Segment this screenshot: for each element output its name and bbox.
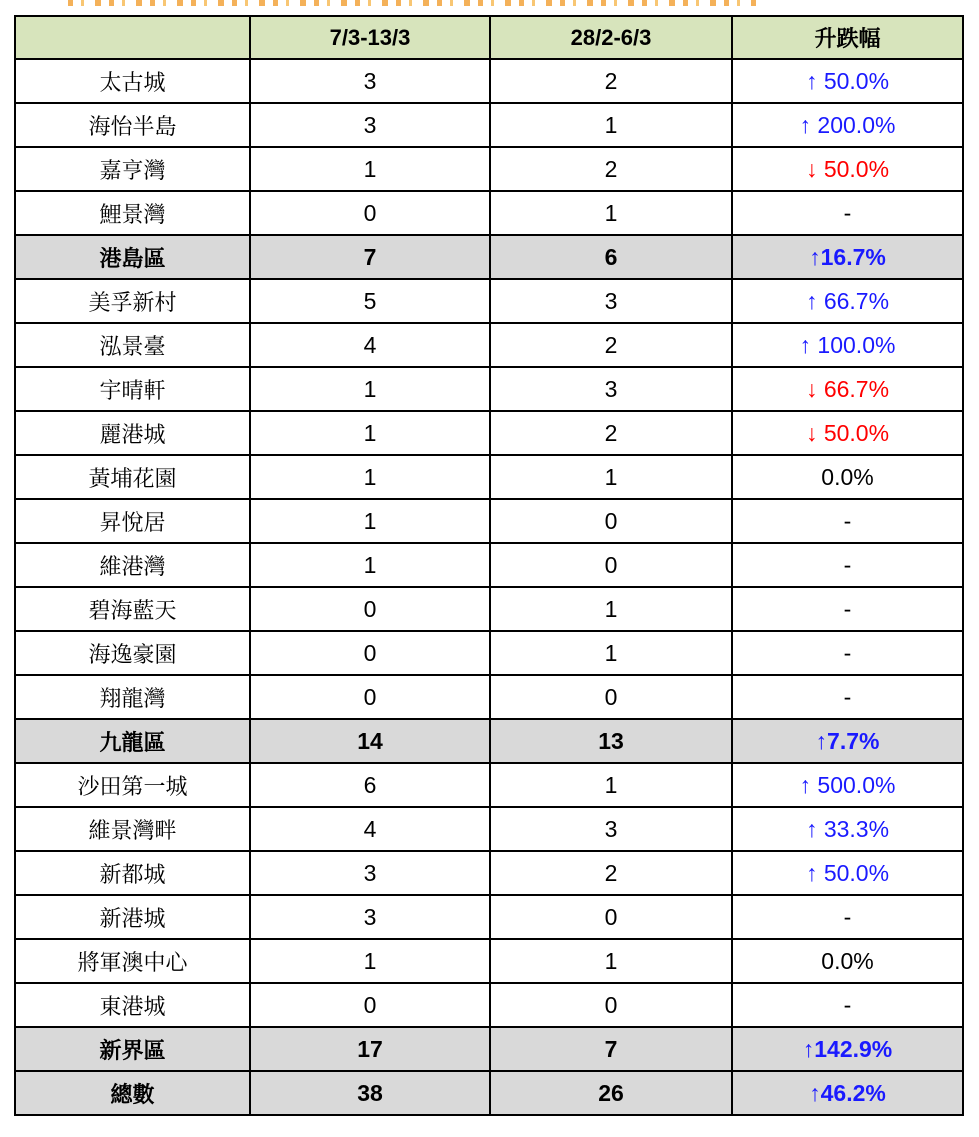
- previous-week-cell: 0: [490, 499, 732, 543]
- estate-row: [15, 191, 963, 235]
- current-week-cell: 3: [250, 895, 490, 939]
- change-cell: ↑ 500.0%: [732, 763, 963, 807]
- current-week-cell: 1: [250, 543, 490, 587]
- estate-row: [15, 103, 963, 147]
- previous-week-cell: 2: [490, 323, 732, 367]
- estate-name-cell: 沙田第一城: [15, 763, 250, 807]
- estate-name-cell: 總數: [15, 1071, 250, 1115]
- current-week-cell: 3: [250, 59, 490, 103]
- estate-name-cell: 碧海藍天: [15, 587, 250, 631]
- current-week-cell: 38: [250, 1071, 490, 1115]
- change-cell: ↑46.2%: [732, 1071, 963, 1115]
- header-change: 升跌幅: [732, 16, 963, 59]
- change-cell: ↓ 50.0%: [732, 147, 963, 191]
- header-previous-week: 28/2-6/3: [490, 16, 732, 59]
- estate-name-cell: 將軍澳中心: [15, 939, 250, 983]
- change-cell: ↑7.7%: [732, 719, 963, 763]
- estate-name-cell: 黃埔花園: [15, 455, 250, 499]
- estate-row: [15, 59, 963, 103]
- estate-row: [15, 455, 963, 499]
- estate-row: [15, 323, 963, 367]
- estate-name-cell: 維港灣: [15, 543, 250, 587]
- change-cell: -: [732, 631, 963, 675]
- previous-week-cell: 1: [490, 631, 732, 675]
- previous-week-cell: 1: [490, 587, 732, 631]
- current-week-cell: 1: [250, 411, 490, 455]
- estate-name-cell: 港島區: [15, 235, 250, 279]
- current-week-cell: 7: [250, 235, 490, 279]
- change-cell: -: [732, 499, 963, 543]
- estate-name-cell: 麗港城: [15, 411, 250, 455]
- estate-row: [15, 939, 963, 983]
- previous-week-cell: 1: [490, 939, 732, 983]
- change-cell: 0.0%: [732, 939, 963, 983]
- estate-name-cell: 鯉景灣: [15, 191, 250, 235]
- current-week-cell: 14: [250, 719, 490, 763]
- previous-week-cell: 1: [490, 103, 732, 147]
- current-week-cell: 5: [250, 279, 490, 323]
- estate-row: [15, 543, 963, 587]
- estate-name-cell: 海逸豪園: [15, 631, 250, 675]
- estate-name-cell: 宇晴軒: [15, 367, 250, 411]
- change-cell: ↓ 66.7%: [732, 367, 963, 411]
- estate-row: [15, 499, 963, 543]
- estate-row: [15, 763, 963, 807]
- section-summary-row: [15, 719, 963, 763]
- previous-week-cell: 26: [490, 1071, 732, 1115]
- change-cell: ↑ 200.0%: [732, 103, 963, 147]
- change-cell: -: [732, 543, 963, 587]
- change-cell: ↑ 50.0%: [732, 851, 963, 895]
- estate-name-cell: 九龍區: [15, 719, 250, 763]
- estate-row: [15, 675, 963, 719]
- previous-week-cell: 3: [490, 367, 732, 411]
- grand-total-row: [15, 1071, 963, 1115]
- cropped-title-fragment: [68, 0, 756, 6]
- estate-name-cell: 昇悅居: [15, 499, 250, 543]
- previous-week-cell: 0: [490, 895, 732, 939]
- previous-week-cell: 3: [490, 807, 732, 851]
- current-week-cell: 0: [250, 675, 490, 719]
- section-summary-row: [15, 235, 963, 279]
- change-cell: -: [732, 675, 963, 719]
- previous-week-cell: 0: [490, 675, 732, 719]
- estate-row: [15, 851, 963, 895]
- change-cell: -: [732, 895, 963, 939]
- previous-week-cell: 2: [490, 851, 732, 895]
- current-week-cell: 1: [250, 499, 490, 543]
- previous-week-cell: 1: [490, 455, 732, 499]
- estate-row: [15, 367, 963, 411]
- previous-week-cell: 1: [490, 191, 732, 235]
- previous-week-cell: 6: [490, 235, 732, 279]
- estate-row: [15, 411, 963, 455]
- change-cell: 0.0%: [732, 455, 963, 499]
- estate-name-cell: 太古城: [15, 59, 250, 103]
- change-cell: ↑ 100.0%: [732, 323, 963, 367]
- estate-name-cell: 泓景臺: [15, 323, 250, 367]
- estate-name-cell: 維景灣畔: [15, 807, 250, 851]
- current-week-cell: 6: [250, 763, 490, 807]
- estate-name-cell: 新界區: [15, 1027, 250, 1071]
- estate-row: [15, 631, 963, 675]
- current-week-cell: 1: [250, 147, 490, 191]
- estate-name-cell: 新港城: [15, 895, 250, 939]
- change-cell: -: [732, 587, 963, 631]
- estate-name-cell: 翔龍灣: [15, 675, 250, 719]
- previous-week-cell: 2: [490, 147, 732, 191]
- change-cell: ↑16.7%: [732, 235, 963, 279]
- current-week-cell: 0: [250, 631, 490, 675]
- header-estate-blank: [15, 16, 250, 59]
- change-cell: ↓ 50.0%: [732, 411, 963, 455]
- previous-week-cell: 7: [490, 1027, 732, 1071]
- current-week-cell: 1: [250, 455, 490, 499]
- change-cell: -: [732, 983, 963, 1027]
- estate-row: [15, 147, 963, 191]
- previous-week-cell: 0: [490, 983, 732, 1027]
- change-cell: ↑ 66.7%: [732, 279, 963, 323]
- estate-name-cell: 嘉亨灣: [15, 147, 250, 191]
- change-cell: ↑ 33.3%: [732, 807, 963, 851]
- section-summary-row: [15, 1027, 963, 1071]
- change-cell: -: [732, 191, 963, 235]
- change-cell: ↑142.9%: [732, 1027, 963, 1071]
- estate-name-cell: 新都城: [15, 851, 250, 895]
- previous-week-cell: 3: [490, 279, 732, 323]
- change-cell: ↑ 50.0%: [732, 59, 963, 103]
- table-body: [15, 59, 963, 1115]
- current-week-cell: 0: [250, 587, 490, 631]
- table-header-row: [15, 16, 963, 59]
- header-current-week: 7/3-13/3: [250, 16, 490, 59]
- current-week-cell: 4: [250, 323, 490, 367]
- previous-week-cell: 13: [490, 719, 732, 763]
- estate-row: [15, 983, 963, 1027]
- current-week-cell: 4: [250, 807, 490, 851]
- current-week-cell: 3: [250, 103, 490, 147]
- weekly-transactions-table: [14, 15, 964, 1116]
- current-week-cell: 17: [250, 1027, 490, 1071]
- estate-row: [15, 587, 963, 631]
- current-week-cell: 3: [250, 851, 490, 895]
- estate-name-cell: 美孚新村: [15, 279, 250, 323]
- estate-name-cell: 海怡半島: [15, 103, 250, 147]
- estate-row: [15, 279, 963, 323]
- previous-week-cell: 2: [490, 59, 732, 103]
- previous-week-cell: 2: [490, 411, 732, 455]
- estate-row: [15, 807, 963, 851]
- current-week-cell: 0: [250, 983, 490, 1027]
- previous-week-cell: 0: [490, 543, 732, 587]
- current-week-cell: 0: [250, 191, 490, 235]
- estate-name-cell: 東港城: [15, 983, 250, 1027]
- current-week-cell: 1: [250, 367, 490, 411]
- current-week-cell: 1: [250, 939, 490, 983]
- previous-week-cell: 1: [490, 763, 732, 807]
- estate-row: [15, 895, 963, 939]
